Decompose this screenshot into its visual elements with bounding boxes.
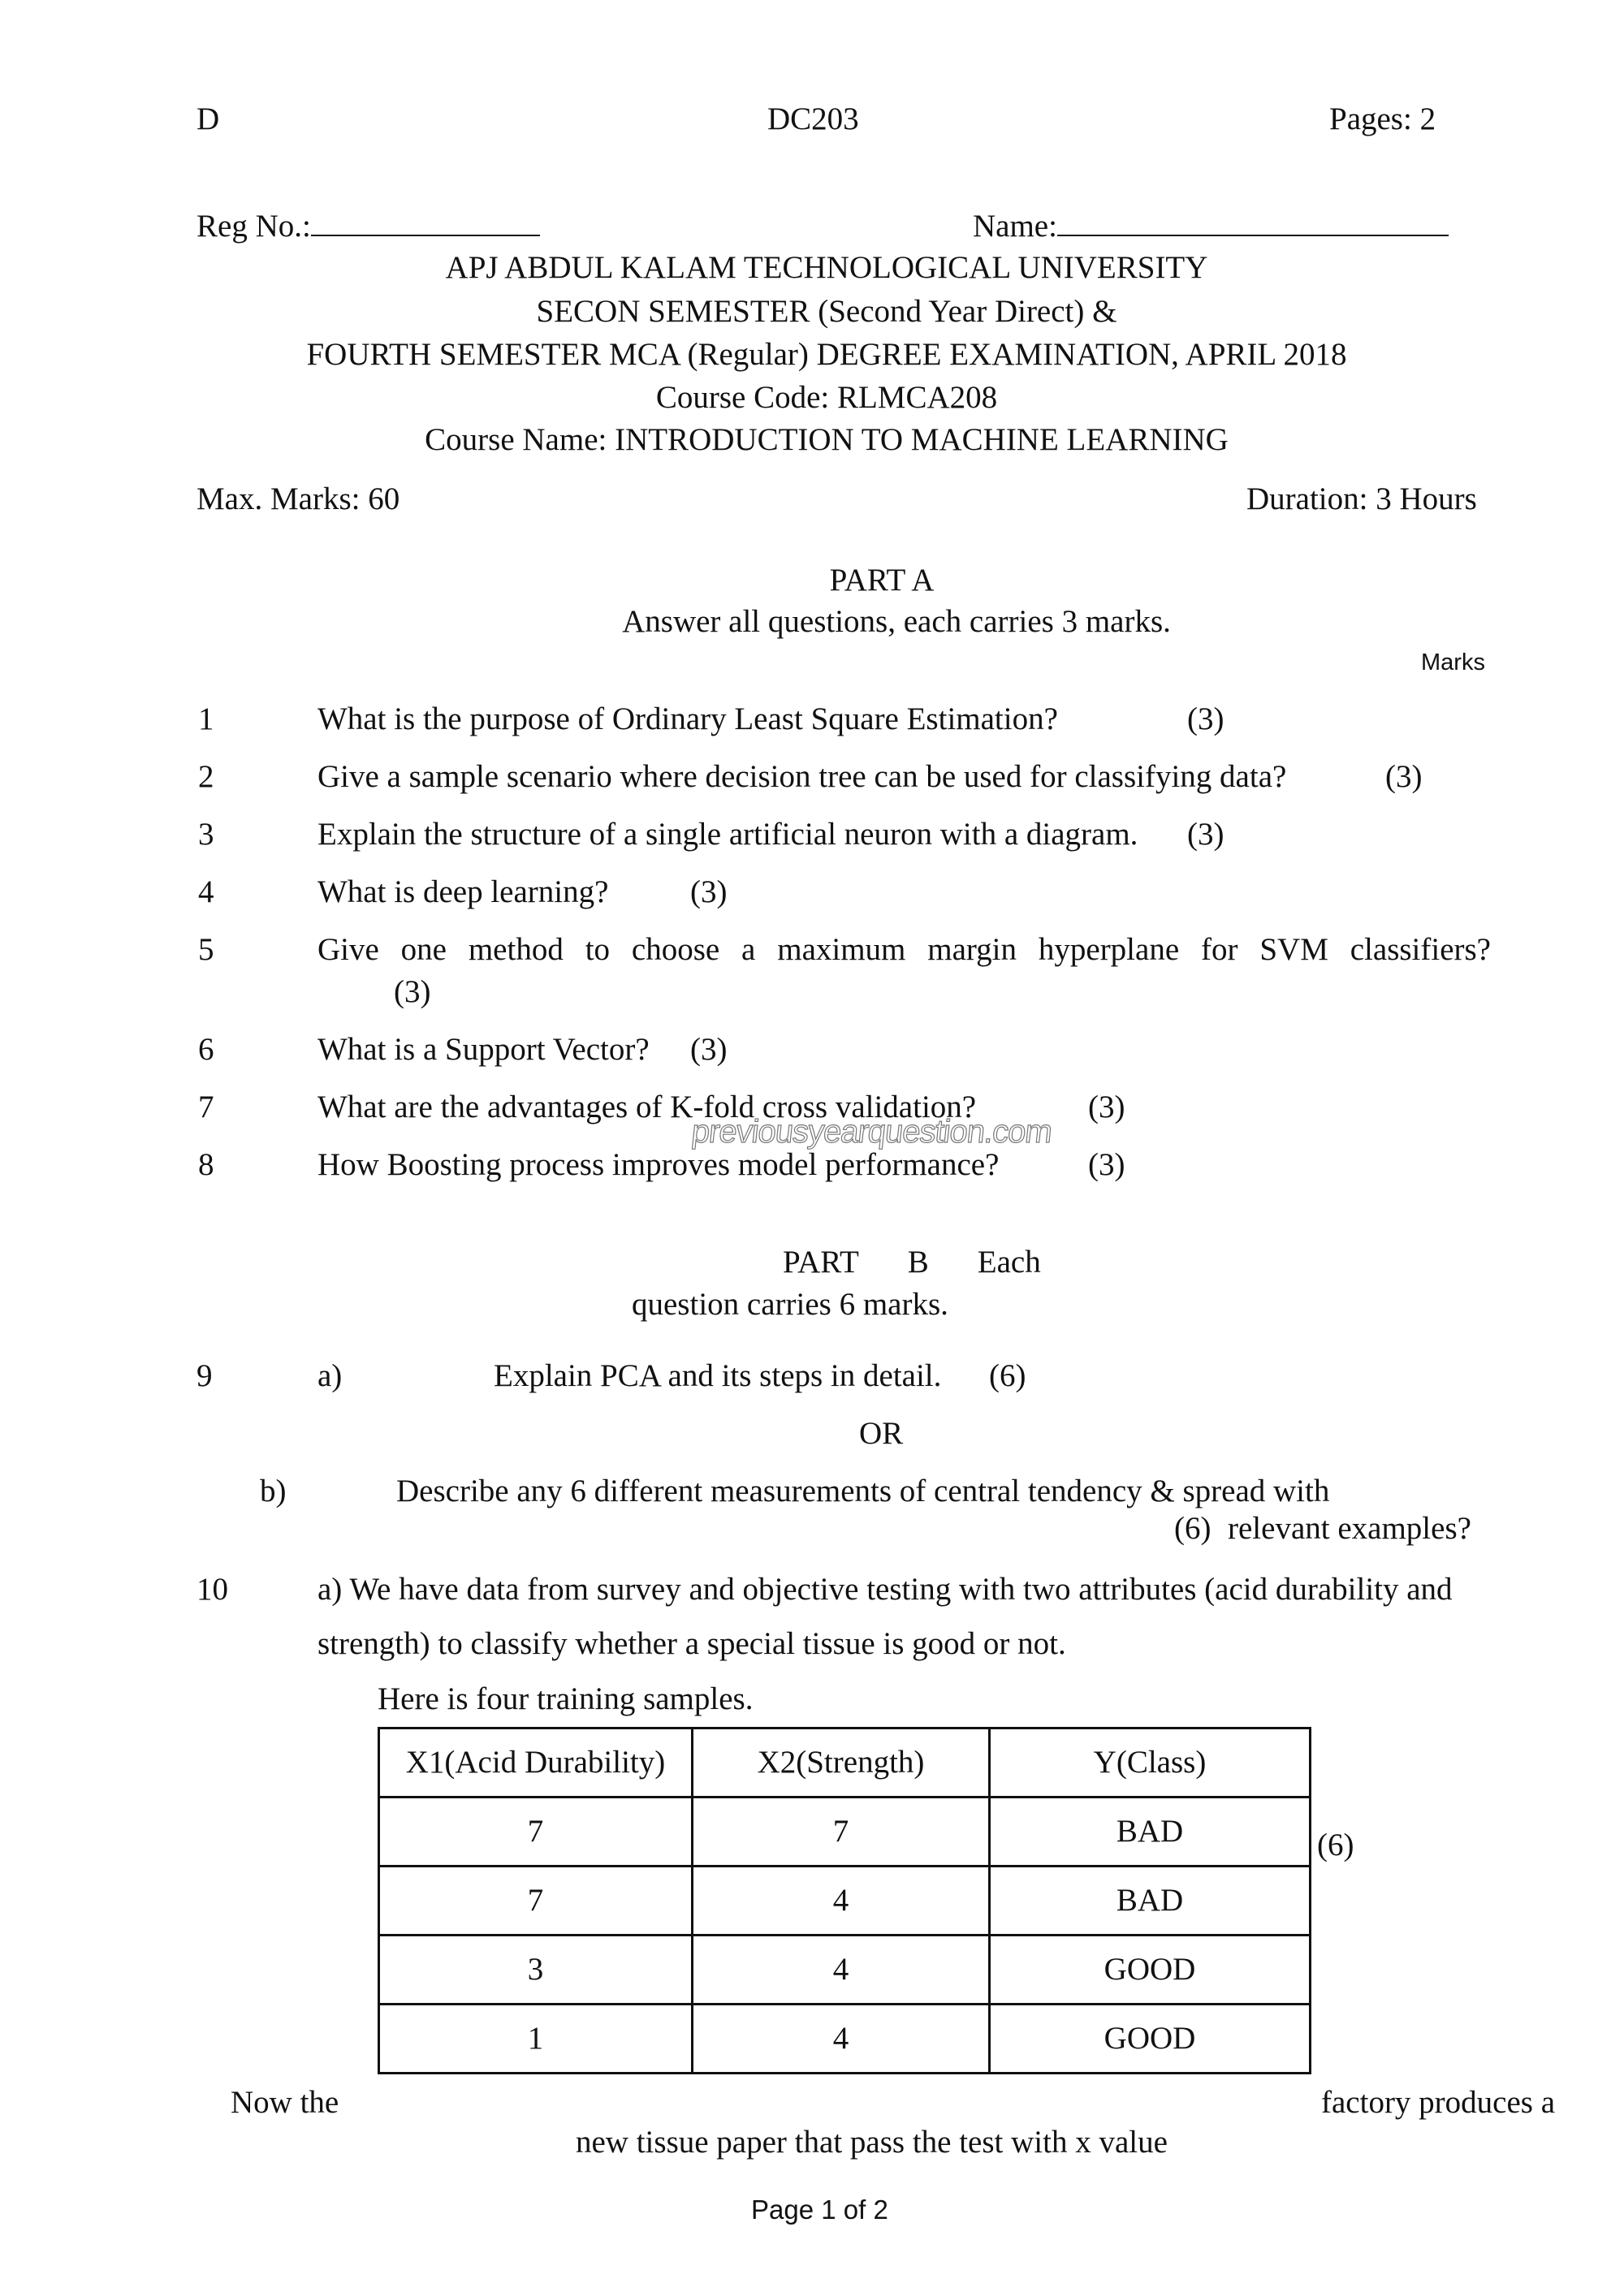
table-cell: 4 bbox=[693, 1867, 990, 1936]
part-b-word-b: B bbox=[907, 1245, 929, 1280]
part-b-word-each: Each bbox=[977, 1245, 1041, 1280]
name-line bbox=[1057, 207, 1449, 236]
part-b-word-part: PART bbox=[783, 1245, 859, 1280]
part-b-instruction: question carries 6 marks. bbox=[632, 1287, 948, 1322]
semester-line: SECON SEMESTER (Second Year Direct) & bbox=[536, 294, 1117, 329]
table-cell: 3 bbox=[379, 1936, 693, 2005]
table-cell: BAD bbox=[990, 1867, 1311, 1936]
question-marks: (3) bbox=[1385, 759, 1423, 794]
question-number: 4 bbox=[198, 874, 214, 909]
question-marks: (3) bbox=[394, 974, 431, 1009]
reg-no-line bbox=[311, 207, 540, 236]
column-header: X2(Strength) bbox=[693, 1728, 990, 1798]
question-text-continued: new tissue paper that pass the test with x value bbox=[576, 2125, 1168, 2160]
duration: Duration: 3 Hours bbox=[1246, 481, 1477, 516]
question-marks: (3) bbox=[1187, 817, 1224, 852]
table-cell: GOOD bbox=[990, 2005, 1311, 2074]
question-text: What is a Support Vector? bbox=[317, 1032, 650, 1067]
question-marks: (3) bbox=[1187, 701, 1224, 736]
page-footer: Page 1 of 2 bbox=[751, 2195, 888, 2225]
question-text-continued: relevant examples? bbox=[1228, 1511, 1471, 1546]
reg-no-label: Reg No.: bbox=[197, 209, 311, 244]
table-cell: GOOD bbox=[990, 1936, 1311, 2005]
question-marks: (6) bbox=[1174, 1511, 1212, 1546]
question-text-continued: strength) to classify whether a special tissue is good or not. bbox=[317, 1626, 1066, 1661]
question-marks: (3) bbox=[1088, 1147, 1125, 1182]
table-cell: 7 bbox=[379, 1798, 693, 1867]
table-cell: 7 bbox=[379, 1867, 693, 1936]
question-text: How Boosting process improves model performance? bbox=[317, 1147, 1000, 1182]
subquestion-label: a) bbox=[317, 1358, 343, 1393]
exam-line: FOURTH SEMESTER MCA (Regular) DEGREE EXAMINATION, APRIL 2018 bbox=[306, 337, 1347, 372]
question-text-continued: Now the bbox=[231, 2085, 339, 2120]
watermark-logo: previousyearquestion.com bbox=[689, 1114, 1054, 1150]
question-number: 8 bbox=[198, 1147, 214, 1182]
question-marks: (3) bbox=[690, 874, 728, 909]
course-name: Course Name: INTRODUCTION TO MACHINE LEARNING bbox=[425, 422, 1229, 457]
question-number: 5 bbox=[198, 932, 214, 967]
question-marks: (6) bbox=[1317, 1828, 1354, 1862]
part-a-title: PART A bbox=[829, 563, 935, 598]
question-number: 6 bbox=[198, 1032, 214, 1067]
header-pages: Pages: 2 bbox=[1329, 101, 1436, 136]
question-number: 3 bbox=[198, 817, 214, 852]
part-b-title bbox=[783, 1244, 1041, 1282]
table-intro: Here is four training samples. bbox=[378, 1681, 754, 1716]
table-row bbox=[379, 1867, 1311, 1936]
name-field bbox=[973, 207, 1449, 246]
question-text: Explain the structure of a single artificial neuron with a diagram. bbox=[317, 817, 1138, 852]
university-title: APJ ABDUL KALAM TECHNOLOGICAL UNIVERSITY bbox=[445, 250, 1208, 285]
header-code: DC203 bbox=[767, 101, 859, 136]
question-marks: (3) bbox=[1088, 1090, 1125, 1124]
table-cell: 7 bbox=[693, 1798, 990, 1867]
table-row bbox=[379, 2005, 1311, 2074]
table-row bbox=[379, 1936, 1311, 2005]
question-text: Describe any 6 different measurements of central tendency & spread with bbox=[396, 1474, 1330, 1508]
table-cell: 4 bbox=[693, 1936, 990, 2005]
max-marks: Max. Marks: 60 bbox=[197, 481, 400, 516]
question-marks: (6) bbox=[989, 1358, 1026, 1393]
reg-no-field bbox=[197, 207, 540, 246]
question-number: 9 bbox=[197, 1358, 213, 1393]
question-text: What is the purpose of Ordinary Least Square Estimation? bbox=[317, 701, 1058, 736]
or-separator: OR bbox=[859, 1416, 904, 1451]
question-text: Explain PCA and its steps in detail. bbox=[494, 1358, 942, 1393]
question-text: Give one method to choose a maximum margin hyperplane for SVM classifiers? bbox=[317, 932, 1491, 967]
question-text-continued: factory produces a bbox=[1321, 2085, 1556, 2120]
table-cell: 4 bbox=[693, 2005, 990, 2074]
question-text: What is deep learning? bbox=[317, 874, 609, 909]
name-label: Name: bbox=[973, 209, 1057, 244]
part-a-instruction: Answer all questions, each carries 3 marks. bbox=[622, 604, 1171, 639]
header-left: D bbox=[197, 101, 220, 136]
question-text: a) We have data from survey and objective testing with two attributes (acid durability and bbox=[317, 1572, 1453, 1607]
training-samples-table bbox=[378, 1727, 1311, 2074]
question-text: Give a sample scenario where decision tree can be used for classifying data? bbox=[317, 759, 1287, 794]
question-number: 7 bbox=[198, 1090, 214, 1124]
table-row bbox=[379, 1798, 1311, 1867]
table-cell: 1 bbox=[379, 2005, 693, 2074]
table-cell: BAD bbox=[990, 1798, 1311, 1867]
question-number: 2 bbox=[198, 759, 214, 794]
marks-heading: Marks bbox=[1421, 650, 1485, 675]
question-marks: (3) bbox=[690, 1032, 728, 1067]
course-code: Course Code: RLMCA208 bbox=[655, 380, 998, 415]
question-number: 1 bbox=[198, 701, 214, 736]
subquestion-label: b) bbox=[260, 1474, 287, 1508]
question-number: 10 bbox=[197, 1572, 228, 1607]
column-header: Y(Class) bbox=[990, 1728, 1311, 1798]
column-header: X1(Acid Durability) bbox=[379, 1728, 693, 1798]
table-header-row bbox=[379, 1728, 1311, 1798]
question-text: What are the advantages of K-fold cross validation? bbox=[317, 1090, 977, 1124]
